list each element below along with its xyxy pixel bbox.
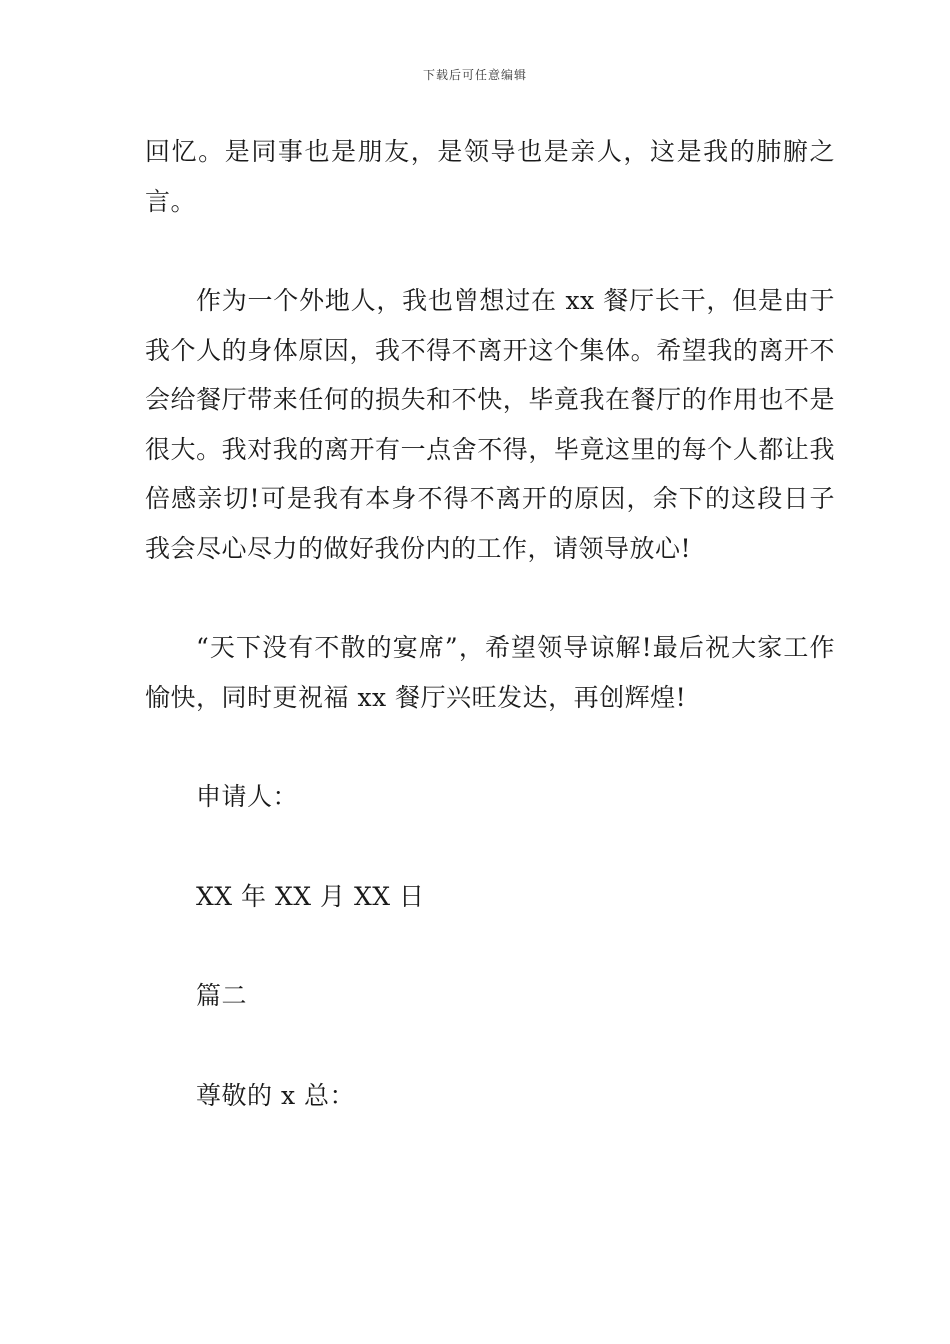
header-note: 下载后可任意编辑 — [422, 68, 527, 82]
paragraph-continuation: 回忆。是同事也是朋友，是领导也是亲人，这是我的肺腑之言。 — [145, 137, 835, 216]
paragraph-reason: 作为一个外地人，我也曾想过在 xx 餐厅长干，但是由于我个人的身体原因，我不得不离开这个集体。希望我的离开不会给餐厅带来任何的损失和不快，毕竟我在餐厅的作用也不是很大。我对我的离开有一点舍不得，毕竟这里的每个人都让我倍感亲切!可是我有本身不得不离开的原因，余下的这段日子我会尽心尽力的做好我份内的工作，请领导放心! — [145, 286, 835, 563]
document-body — [145, 127, 835, 1120]
date-line: XX 年 XX 月 XX 日 — [196, 881, 425, 911]
applicant-label: 申请人： — [196, 782, 299, 811]
salutation: 尊敬的 x 总： — [196, 1080, 355, 1110]
paragraph-farewell: “天下没有不散的宴席”，希望领导谅解!最后祝大家工作愉快，同时更祝福 xx 餐厅兴旺发达，再创辉煌! — [145, 633, 835, 712]
section-heading: 篇二 — [196, 981, 248, 1010]
